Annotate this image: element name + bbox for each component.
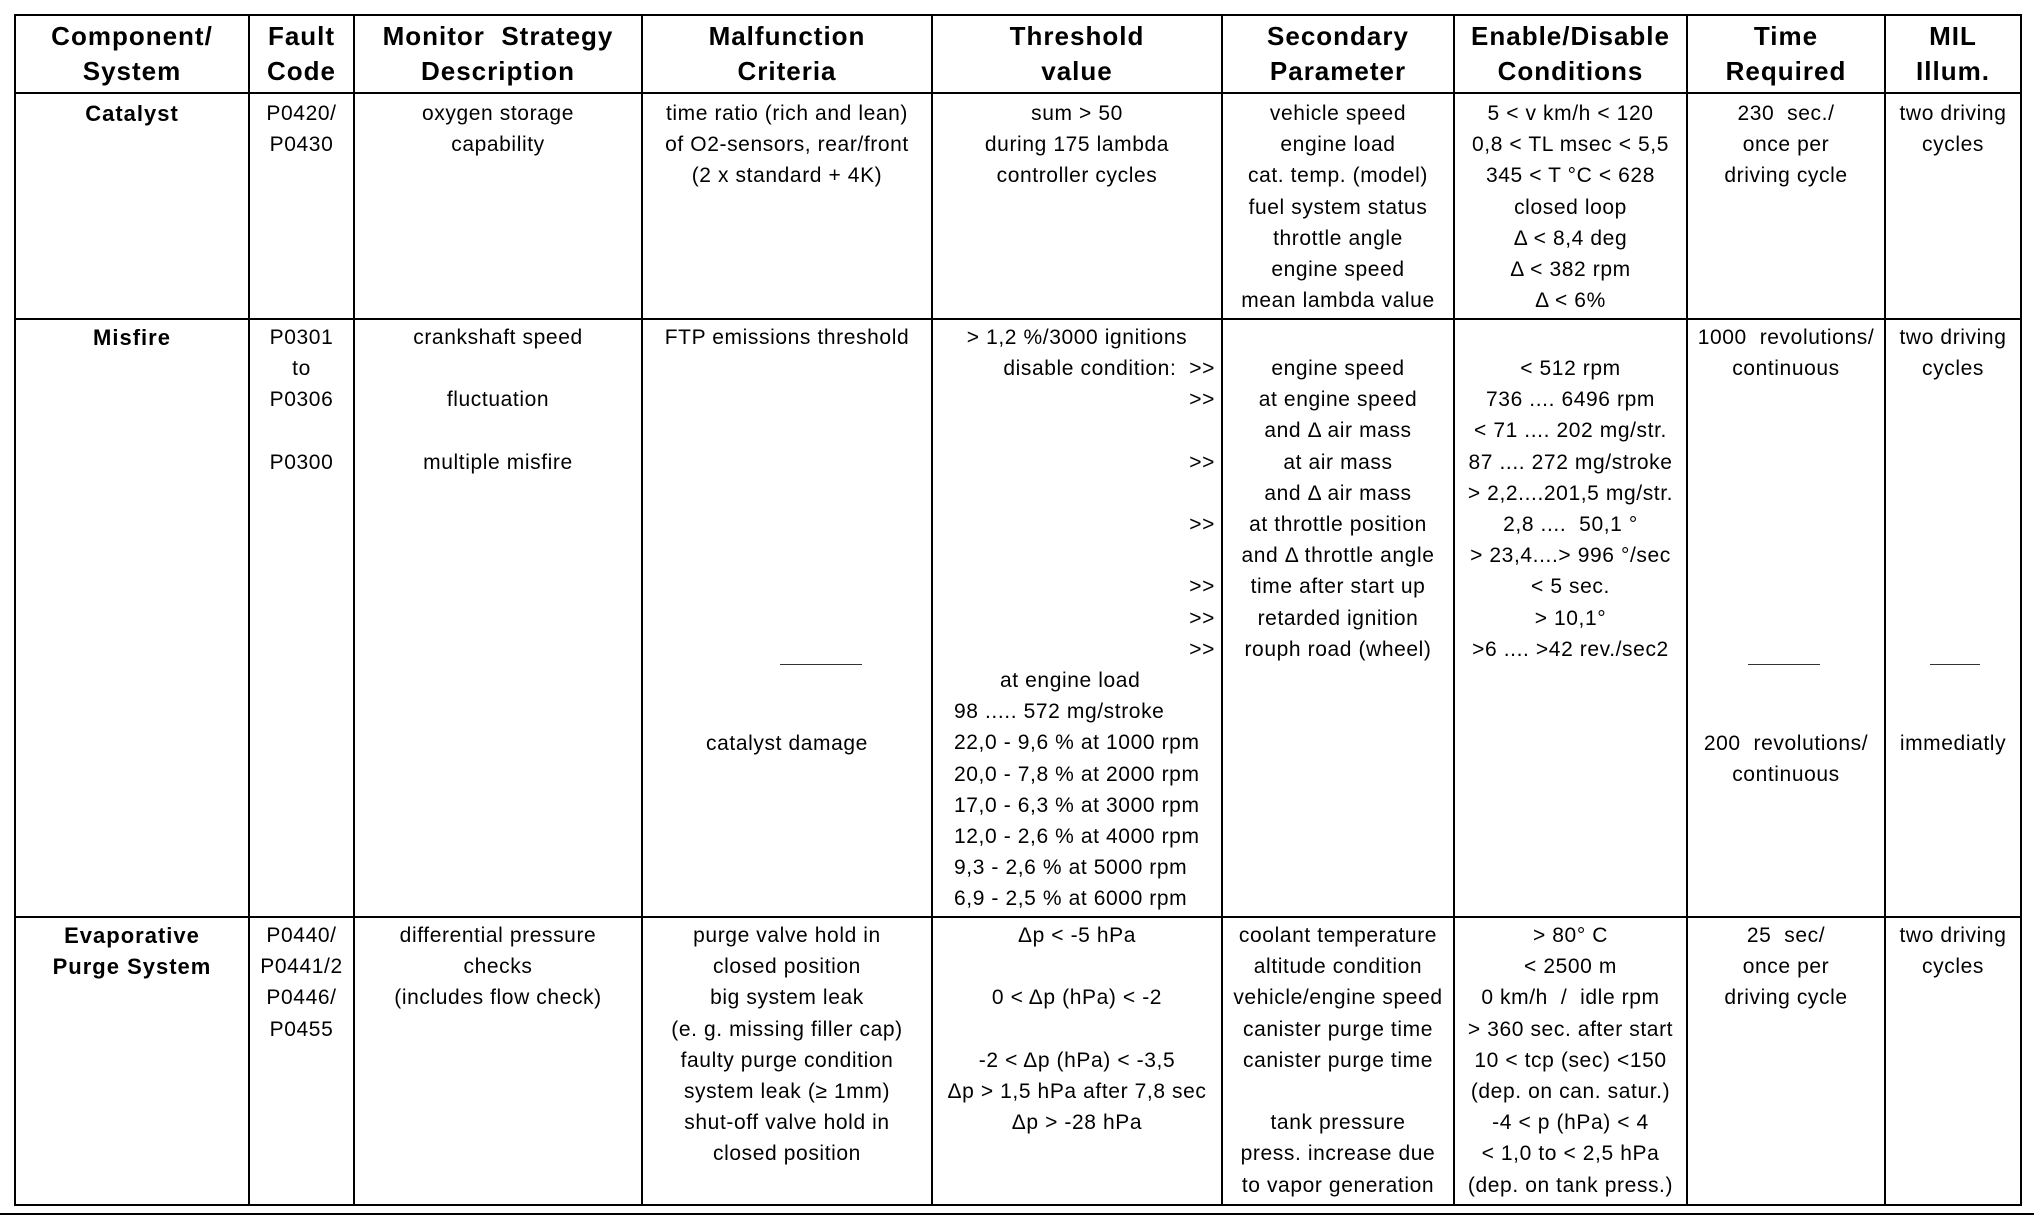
text-line: Δp > -28 hPa xyxy=(1011,1111,1143,1135)
header-bottom-border xyxy=(14,92,2022,94)
text-line: fuel system status xyxy=(1248,195,1428,219)
text-line: sum > 50 xyxy=(1031,102,1123,125)
text-line: > 10,1° xyxy=(1534,606,1607,630)
text-line: -2 < Δp (hPa) < -3,5 xyxy=(978,1048,1176,1072)
text-line: >> xyxy=(1189,606,1215,630)
evap-mil xyxy=(1886,920,2020,982)
header-monitor-strategy xyxy=(355,18,641,90)
text-line: Δ < 8,4 deg xyxy=(1513,226,1628,250)
text-line: at engine speed xyxy=(1258,388,1418,412)
evap-conditions xyxy=(1455,920,1686,1201)
text-line: 25 sec/ xyxy=(1746,924,1826,947)
text-line: continuous xyxy=(1732,357,1840,381)
text-line: time ratio (rich and lean) xyxy=(665,102,909,125)
subsection-separator xyxy=(1748,664,1820,665)
evap-time xyxy=(1688,920,1884,1014)
header-line: Required xyxy=(1725,56,1847,86)
text-line: coolant temperature xyxy=(1238,924,1438,947)
subsection-separator xyxy=(780,664,862,665)
evap-component-label: Purge System xyxy=(52,954,212,980)
text-line: catalyst damage xyxy=(706,732,868,755)
text-line: and Δ air mass xyxy=(1264,481,1412,505)
text-line: 0 km/h / idle rpm xyxy=(1481,986,1660,1010)
header-line: Code xyxy=(267,56,336,86)
catalyst-fault-codes xyxy=(250,98,353,160)
text-line: 5 < v km/h < 120 xyxy=(1487,102,1654,125)
text-line: (e. g. missing filler cap) xyxy=(671,1017,903,1041)
text-line: > 1,2 %/3000 ignitions xyxy=(966,326,1188,349)
text-line: 10 < tcp (sec) <150 xyxy=(1474,1048,1667,1072)
text-line: retarded ignition xyxy=(1257,606,1419,630)
header-line: Monitor Strategy xyxy=(382,21,614,51)
fault-code: P0455 xyxy=(269,1017,334,1041)
text-line: FTP emissions threshold xyxy=(664,326,910,349)
text-line: Δp < -5 hPa xyxy=(1017,924,1137,947)
header-enable-disable-conditions xyxy=(1455,18,1686,90)
text-line: 9,3 - 2,6 % at 5000 rpm xyxy=(954,856,1188,880)
text-line: once per xyxy=(1742,133,1830,157)
text-line xyxy=(933,951,1221,982)
subsection-separator xyxy=(1930,664,1980,665)
text-line: engine speed xyxy=(1271,357,1405,380)
text-line: 6,9 - 2,5 % at 6000 rpm xyxy=(954,887,1188,911)
text-line xyxy=(933,1014,1221,1045)
text-line: two driving xyxy=(1899,924,2007,947)
text-line: differential pressure xyxy=(399,924,597,947)
misfire-time-top xyxy=(1688,322,1884,384)
header-line: value xyxy=(1041,56,1113,86)
misfire-threshold-top xyxy=(933,322,1221,353)
text-line: tank pressure xyxy=(1270,1111,1406,1135)
text-line: 230 sec./ xyxy=(1737,102,1835,125)
fault-code: P0440/ xyxy=(266,924,337,947)
misfire-mil-bottom xyxy=(1886,728,2020,759)
text-line: rouph road (wheel) xyxy=(1244,637,1432,661)
text-line: of O2-sensors, rear/front xyxy=(665,133,909,157)
text-line: and Δ air mass xyxy=(1264,419,1412,443)
catalyst-time xyxy=(1688,98,1884,192)
text-line: vehicle/engine speed xyxy=(1233,986,1443,1010)
text-line xyxy=(933,478,1215,509)
text-line: cat. temp. (model) xyxy=(1247,164,1429,188)
evap-component xyxy=(16,920,248,982)
column-border xyxy=(1884,14,1886,1206)
evap-strategy xyxy=(355,920,641,1014)
text-line: multiple misfire xyxy=(423,450,573,474)
header-line: Threshold xyxy=(1009,21,1145,51)
text-line: closed position xyxy=(713,1142,861,1166)
header-line: Secondary xyxy=(1267,21,1409,51)
text-line: 12,0 - 2,6 % at 4000 rpm xyxy=(954,824,1200,848)
text-line xyxy=(355,353,641,384)
column-border xyxy=(2020,14,2022,1206)
fault-code: to xyxy=(292,357,311,381)
text-line: (includes flow check) xyxy=(394,986,602,1010)
fault-code: P0441/2 xyxy=(260,955,343,979)
header-component xyxy=(16,18,248,90)
text-line: < 512 rpm xyxy=(1520,357,1621,380)
text-line: system leak (≥ 1mm) xyxy=(683,1079,891,1103)
text-line: two driving xyxy=(1899,326,2007,349)
text-line xyxy=(933,540,1215,571)
text-line: 0,8 < TL msec < 5,5 xyxy=(1471,133,1669,157)
fault-code: P0446/ xyxy=(266,986,337,1010)
header-threshold-value xyxy=(933,18,1221,90)
misfire-component xyxy=(16,322,248,353)
text-line: Δ < 6% xyxy=(1535,289,1606,313)
catalyst-conditions xyxy=(1455,98,1686,316)
misfire-conditions xyxy=(1455,353,1686,665)
text-line: -4 < p (hPa) < 4 xyxy=(1492,1111,1649,1135)
evap-threshold xyxy=(933,920,1221,1170)
text-line: purge valve hold in xyxy=(693,924,881,947)
text-line xyxy=(933,1138,1221,1169)
text-line: throttle angle xyxy=(1273,226,1403,250)
column-border xyxy=(1686,14,1688,1206)
text-line: during 175 lambda xyxy=(984,133,1170,157)
text-line: > 23,4....> 996 °/sec xyxy=(1470,544,1671,568)
header-time-required xyxy=(1688,18,1884,90)
text-line: 17,0 - 6,3 % at 3000 rpm xyxy=(954,793,1200,817)
header-line: Parameter xyxy=(1269,56,1407,86)
misfire-strategy xyxy=(355,322,641,478)
fault-code: P0301 xyxy=(269,326,334,349)
text-line: cycles xyxy=(1922,357,1984,381)
evap-criteria xyxy=(643,920,931,1170)
catalyst-strategy xyxy=(355,98,641,160)
catalyst-component-label: Catalyst xyxy=(85,101,179,126)
text-line: cycles xyxy=(1922,955,1984,979)
text-line: < 71 .... 202 mg/str. xyxy=(1474,419,1667,443)
column-border xyxy=(353,14,355,1206)
misfire-threshold-bottom xyxy=(954,665,1220,915)
text-line: >> xyxy=(1189,450,1215,474)
text-line xyxy=(1223,1076,1453,1107)
text-line: 736 .... 6496 rpm xyxy=(1486,388,1655,412)
header-malfunction-criteria xyxy=(643,18,931,90)
header-mil-illum xyxy=(1886,18,2020,90)
text-line: oxygen storage xyxy=(422,102,574,125)
header-line: Description xyxy=(420,56,576,86)
text-line: 87 .... 272 mg/stroke xyxy=(1468,450,1673,474)
text-line: two driving xyxy=(1899,102,2007,125)
table-bottom-border xyxy=(14,1204,2022,1206)
text-line: >> xyxy=(1189,388,1215,412)
text-line: and Δ throttle angle xyxy=(1241,544,1435,568)
text-line: 20,0 - 7,8 % at 2000 rpm xyxy=(954,762,1200,786)
misfire-time-bottom xyxy=(1688,728,1884,790)
misfire-secondary xyxy=(1223,353,1453,665)
header-line: Malfunction xyxy=(708,21,866,51)
text-line: 200 revolutions/ xyxy=(1703,732,1869,755)
catalyst-mil xyxy=(1886,98,2020,160)
catalyst-component xyxy=(16,98,248,129)
text-line: (dep. on tank press.) xyxy=(1467,1173,1674,1197)
text-line: 0 < Δp (hPa) < -2 xyxy=(991,986,1163,1010)
header-line: Illum. xyxy=(1916,56,1990,86)
text-line: 345 < T °C < 628 xyxy=(1485,164,1655,188)
misfire-criteria-bottom xyxy=(643,728,931,759)
text-line: (2 x standard + 4K) xyxy=(691,164,883,188)
text-line: closed position xyxy=(713,955,861,979)
catalyst-secondary xyxy=(1223,98,1453,316)
header-line: MIL xyxy=(1929,21,1977,51)
text-line: < 1,0 to < 2,5 hPa xyxy=(1481,1142,1660,1166)
text-line: vehicle speed xyxy=(1269,102,1407,125)
header-fault-code xyxy=(250,18,353,90)
text-line: capability xyxy=(451,133,545,157)
catalyst-criteria xyxy=(643,98,931,192)
text-line: >> xyxy=(1189,637,1215,661)
table-top-border xyxy=(14,14,2022,16)
row-divider-catalyst-misfire xyxy=(14,318,2022,320)
misfire-fault-codes xyxy=(250,322,353,478)
text-line: altitude condition xyxy=(1253,955,1423,979)
fault-code: P0420/ xyxy=(266,102,337,125)
text-line: cycles xyxy=(1922,133,1984,157)
text-line xyxy=(355,416,641,447)
misfire-mil-top xyxy=(1886,322,2020,384)
header-line: Conditions xyxy=(1497,56,1644,86)
text-line: time after start up xyxy=(1250,575,1426,599)
text-line: to vapor generation xyxy=(1241,1173,1435,1197)
misfire-component-label: Misfire xyxy=(93,325,171,350)
text-line: disable condition: >> xyxy=(1003,357,1215,380)
header-line: Component/ xyxy=(51,21,213,51)
catalyst-threshold xyxy=(933,98,1221,192)
text-line: driving cycle xyxy=(1724,164,1848,188)
text-line: press. increase due xyxy=(1240,1142,1436,1166)
evap-secondary xyxy=(1223,920,1453,1201)
text-line: engine speed xyxy=(1271,257,1405,281)
text-line: at air mass xyxy=(1283,450,1393,474)
text-line: controller cycles xyxy=(996,164,1158,188)
evap-fault-codes xyxy=(250,920,353,1045)
fault-code: P0306 xyxy=(269,388,334,412)
text-line: > 80° C xyxy=(1532,924,1609,947)
fault-code xyxy=(250,416,353,447)
header-line: System xyxy=(82,56,182,86)
text-line: 98 ..... 572 mg/stroke xyxy=(954,700,1165,724)
text-line: at engine load xyxy=(1000,669,1141,692)
fault-code: P0300 xyxy=(269,450,334,474)
text-line: >> xyxy=(1189,575,1215,599)
text-line: closed loop xyxy=(1514,195,1627,219)
text-line: < 5 sec. xyxy=(1531,575,1610,599)
text-line: < 2500 m xyxy=(1524,955,1617,979)
text-line: fluctuation xyxy=(446,388,550,412)
text-line: faulty purge condition xyxy=(680,1048,894,1072)
evap-component-label: Evaporative xyxy=(64,923,200,948)
text-line: 1000 revolutions/ xyxy=(1697,326,1875,349)
text-line: continuous xyxy=(1732,763,1840,787)
text-line: driving cycle xyxy=(1724,986,1848,1010)
text-line: (dep. on can. satur.) xyxy=(1470,1079,1671,1103)
fault-code: P0430 xyxy=(269,133,334,157)
header-line: Fault xyxy=(267,21,336,51)
column-border xyxy=(14,14,16,1206)
page-bottom-rule xyxy=(0,1213,2034,1215)
text-line: 2,8 .... 50,1 ° xyxy=(1503,512,1638,536)
text-line: > 2,2....201,5 mg/str. xyxy=(1467,481,1674,505)
text-line: engine load xyxy=(1280,133,1396,157)
text-line: crankshaft speed xyxy=(413,326,583,349)
text-line: at throttle position xyxy=(1249,512,1427,536)
text-line: mean lambda value xyxy=(1241,289,1435,313)
text-line: shut-off valve hold in xyxy=(684,1111,890,1135)
text-line: big system leak xyxy=(710,986,864,1010)
text-line xyxy=(933,415,1215,446)
row-divider-misfire-evap xyxy=(14,916,2022,918)
misfire-disable-markers xyxy=(933,353,1215,665)
header-line: Criteria xyxy=(737,56,837,86)
text-line: canister purge time xyxy=(1243,1048,1433,1072)
text-line: Δp > 1,5 hPa after 7,8 sec xyxy=(947,1079,1207,1103)
text-line: Δ < 382 rpm xyxy=(1510,257,1631,281)
header-secondary-parameter xyxy=(1223,18,1453,90)
text-line: immediatly xyxy=(1899,732,2007,755)
text-line: canister purge time xyxy=(1243,1017,1433,1041)
text-line: >6 .... >42 rev./sec2 xyxy=(1472,637,1669,661)
text-line: > 360 sec. after start xyxy=(1467,1017,1674,1041)
misfire-criteria-top xyxy=(643,322,931,353)
text-line: 22,0 - 9,6 % at 1000 rpm xyxy=(954,731,1200,755)
header-line: Time xyxy=(1753,21,1819,51)
text-line: checks xyxy=(463,955,533,979)
header-line: Enable/Disable xyxy=(1471,21,1670,51)
text-line: once per xyxy=(1742,955,1830,979)
text-line: >> xyxy=(1189,512,1215,536)
